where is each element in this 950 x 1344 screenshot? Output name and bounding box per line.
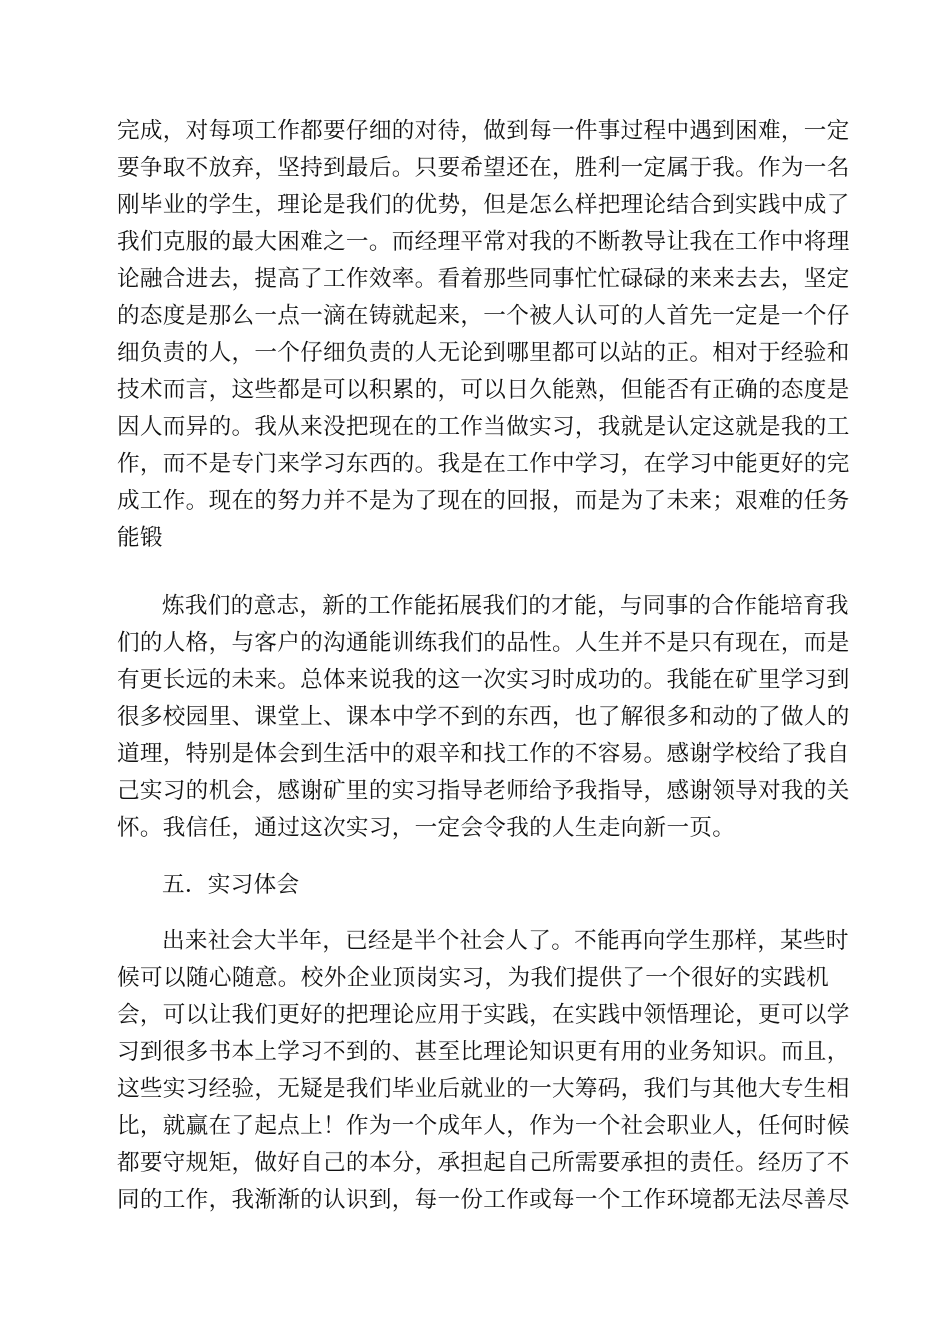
- text-line: 论融合进去，提高了工作效率。看着那些同事忙忙碌碌的来来去去，坚定: [117, 266, 850, 292]
- text-line: 作，而不是专门来学习东西的。我是在工作中学习，在学习中能更好的完: [117, 451, 850, 477]
- section-heading: 五．实习体会: [162, 872, 300, 898]
- text-line: 成工作。现在的努力并不是为了现在的回报，而是为了未来；艰难的任务: [117, 488, 850, 514]
- text-line: 要争取不放弃，坚持到最后。只要希望还在，胜利一定属于我。作为一名: [117, 155, 850, 181]
- text-line: 道理，特别是体会到生活中的艰辛和找工作的不容易。感谢学校给了我自: [117, 741, 850, 767]
- text-line: 同的工作，我渐渐的认识到，每一份工作或每一个工作环境都无法尽善尽: [117, 1187, 850, 1213]
- text-line: 这些实习经验，无疑是我们毕业后就业的一大筹码，我们与其他大专生相: [117, 1076, 850, 1102]
- paragraph-continuation: [117, 113, 850, 557]
- text-line: 们的人格，与客户的沟通能训练我们的品性。人生并不是只有现在，而是: [117, 630, 850, 656]
- text-line: 因人而异的。我从来没把现在的工作当做实习，我就是认定这就是我的工: [117, 414, 850, 440]
- text-line: 候可以随心随意。校外企业顶岗实习，为我们提供了一个很好的实践机: [117, 965, 829, 991]
- text-line: 会，可以让我们更好的把理论应用于实践，在实践中领悟理论，更可以学: [117, 1002, 850, 1028]
- text-line: 能锻: [117, 525, 163, 551]
- paragraph-internship-reflection: [117, 923, 850, 1219]
- text-line: 己实习的机会，感谢矿里的实习指导老师给予我指导，感谢领导对我的关: [117, 778, 850, 804]
- text-line: 习到很多书本上学习不到的、甚至比理论知识更有用的业务知识。而且，: [117, 1039, 850, 1065]
- text-line: 出来社会大半年，已经是半个社会人了。不能再向学生那样，某些时: [162, 928, 849, 954]
- paragraph-conclusion: [117, 588, 850, 847]
- text-line: 细负责的人，一个仔细负责的人无论到哪里都可以站的正。相对于经验和: [117, 340, 850, 366]
- text-line: 技术而言，这些都是可以积累的，可以日久能熟，但能否有正确的态度是: [117, 377, 850, 403]
- text-line: 刚毕业的学生，理论是我们的优势，但是怎么样把理论结合到实践中成了: [117, 192, 850, 218]
- section-heading-block: [117, 867, 829, 904]
- text-line: 有更长远的未来。总体来说我的这一次实习时成功的。我能在矿里学习到: [117, 667, 850, 693]
- text-line: 比，就赢在了起点上！作为一个成年人，作为一个社会职业人，任何时候: [117, 1113, 850, 1139]
- text-line: 完成，对每项工作都要仔细的对待，做到每一件事过程中遇到困难，一定: [117, 118, 850, 144]
- text-line: 很多校园里、课堂上、课本中学不到的东西，也了解很多和动的了做人的: [117, 704, 850, 730]
- text-line: 都要守规矩，做好自己的本分，承担起自己所需要承担的责任。经历了不: [117, 1150, 850, 1176]
- text-line: 炼我们的意志，新的工作能拓展我们的才能，与同事的合作能培育我: [162, 593, 849, 619]
- text-line: 怀。我信任，通过这次实习，一定会令我的人生走向新一页。: [117, 815, 736, 841]
- text-line: 我们克服的最大困难之一。而经理平常对我的不断教导让我在工作中将理: [117, 229, 850, 255]
- text-line: 的态度是那么一点一滴在铸就起来，一个被人认可的人首先一定是一个仔: [117, 303, 850, 329]
